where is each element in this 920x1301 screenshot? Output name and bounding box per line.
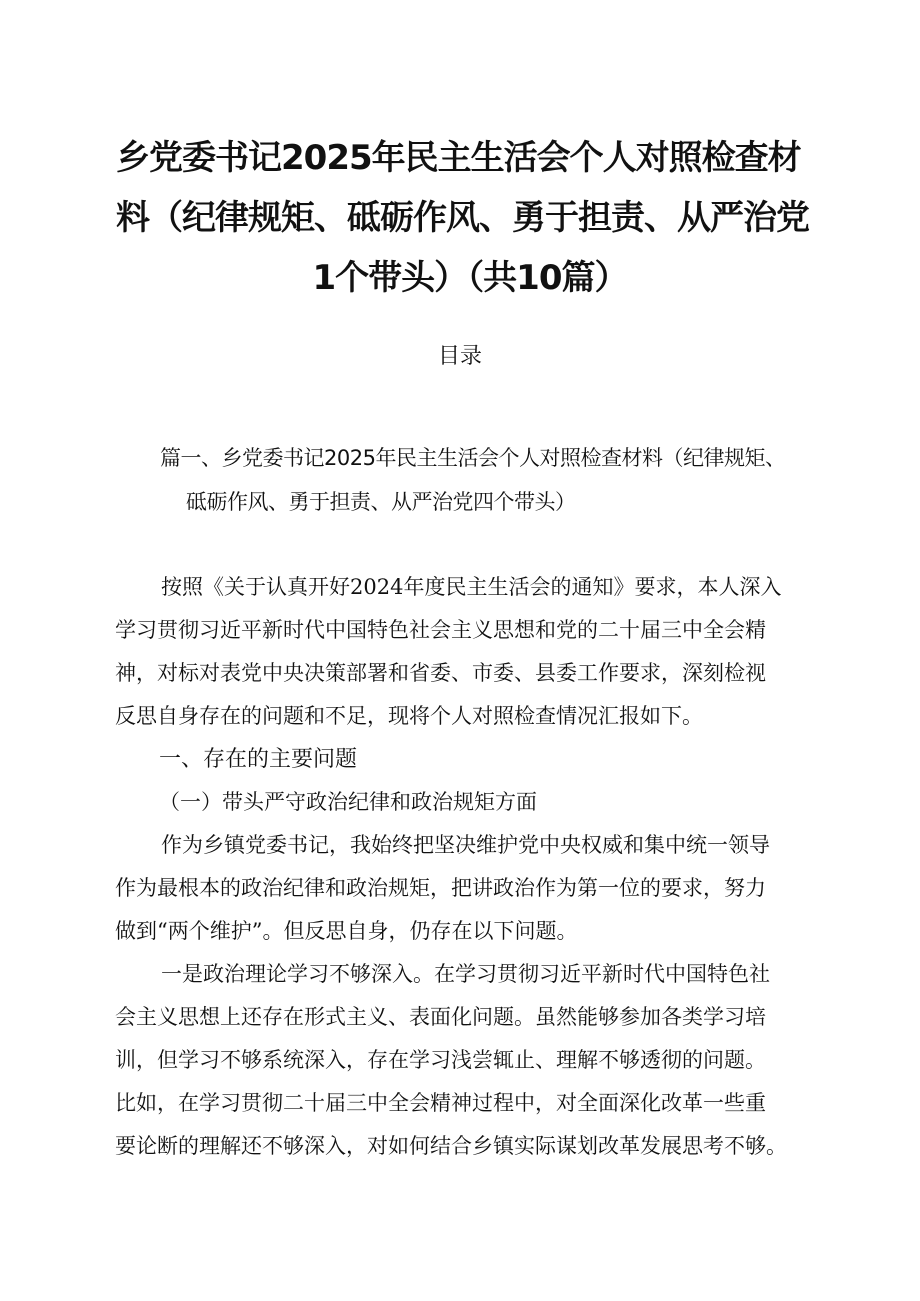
toc-entry-line-1: 篇一、乡党委书记2025年民主生活会个人对照检查材料（纪律规矩、 — [160, 446, 786, 470]
toc-entry-line-2: 砥砺作风、勇于担责、从严治党四个带头） — [186, 490, 576, 514]
title-line-1: 乡党委书记2025年民主生活会个人对照检查材 — [116, 138, 801, 178]
para1-line-3: 做到“两个维护”。但反思自身，仍存在以下问题。 — [115, 919, 578, 943]
section-heading-1: 一、存在的主要问题 — [159, 747, 358, 772]
para2-line-1: 一是政治理论学习不够深入。在学习贯彻习近平新时代中国特色社 — [161, 962, 770, 986]
document-body — [115, 566, 850, 1168]
intro-line-4: 反思自身存在的问题和不足，现将个人对照检查情况汇报如下。 — [115, 704, 703, 728]
intro-line-3: 神，对标对表党中央决策部署和省委、市委、县委工作要求，深刻检视 — [115, 661, 766, 685]
para2-line-5: 要论断的理解还不够深入，对如何结合乡镇实际谋划改革发展思考不够。 — [115, 1134, 787, 1158]
toc-heading: 目录 — [437, 344, 482, 369]
document-title — [100, 128, 820, 308]
intro-line-2: 学习贯彻习近平新时代中国特色社会主义思想和党的二十届三中全会精 — [115, 618, 766, 642]
toc-entry-1[interactable] — [160, 436, 860, 524]
para2-line-3: 训，但学习不够系统深入，存在学习浅尝辄止、理解不够透彻的问题。 — [115, 1048, 766, 1072]
title-line-2: 料（纪律规矩、砥砺作风、勇于担责、从严治党 — [116, 198, 809, 238]
para1-line-1: 作为乡镇党委书记，我始终把坚决维护党中央权威和集中统一领导 — [161, 833, 770, 857]
para2-line-4: 比如，在学习贯彻二十届三中全会精神过程中，对全面深化改革一些重 — [115, 1091, 766, 1115]
title-line-3: 1个带头）（共10篇） — [312, 258, 628, 298]
subsection-heading-1: （一）带头严守政治纪律和政治规矩方面 — [159, 790, 537, 814]
para2-line-2: 会主义思想上还存在形式主义、表面化问题。虽然能够参加各类学习培 — [115, 1005, 766, 1029]
para1-line-2: 作为最根本的政治纪律和政治规矩，把讲政治作为第一位的要求，努力 — [115, 876, 766, 900]
intro-line-1: 按照《关于认真开好2024年度民主生活会的通知》要求，本人深入 — [161, 575, 782, 599]
